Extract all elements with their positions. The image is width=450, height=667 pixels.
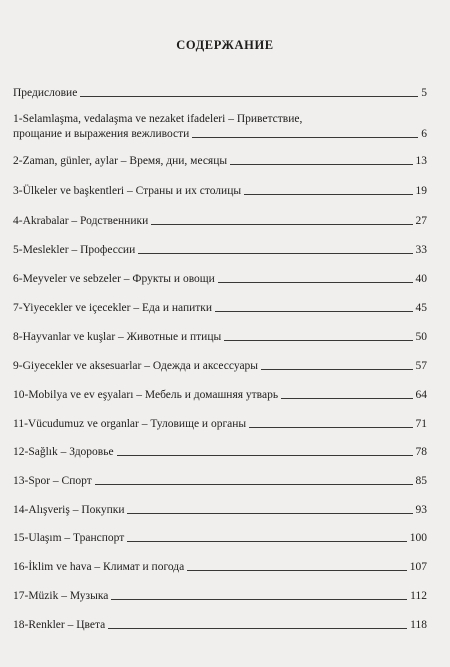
toc-page-number: 50: [415, 331, 427, 343]
leader-line: [230, 164, 412, 165]
leader-line: [117, 455, 413, 456]
toc-entry-title: прощание и выражения вежливости: [13, 128, 190, 140]
toc-page-number: 64: [415, 389, 427, 401]
leader-line: [249, 427, 412, 428]
leader-line: [151, 224, 412, 225]
toc-entry-title: 1-Selamlaşma, vedalaşma ve nezaket ifadeleri – Приветствие,: [13, 113, 303, 125]
toc-entry-title: 4-Akrabalar – Родственники: [13, 215, 149, 227]
toc-page-number: 40: [415, 273, 427, 285]
toc-page-number: 27: [415, 215, 427, 227]
toc-entry-title: 13-Spor – Спорт: [13, 475, 92, 487]
toc-entry[interactable]: [13, 532, 427, 545]
toc-entry-title: 5-Meslekler – Профессии: [13, 244, 136, 256]
toc-entry-title: 2-Zaman, günler, aylar – Время, дни, месяцы: [13, 155, 228, 167]
toc-page-number: 71: [415, 418, 427, 430]
leader-line: [108, 628, 407, 629]
toc-page-number: 57: [415, 360, 427, 372]
toc-entry-title: 18-Renkler – Цвета: [13, 619, 106, 631]
toc-entry[interactable]: [13, 504, 427, 517]
leader-line: [127, 513, 412, 514]
toc-entry[interactable]: [13, 215, 427, 228]
leader-line: [218, 282, 413, 283]
leader-line: [127, 541, 406, 542]
toc-page-number: 112: [410, 590, 427, 602]
toc-entry-title: 14-Alışveriş – Покупки: [13, 504, 125, 516]
leader-line: [224, 340, 412, 341]
toc-entry[interactable]: [13, 590, 427, 603]
toc-page-number: 6: [421, 128, 427, 140]
toc-entry-title: 8-Hayvanlar ve kuşlar – Животные и птицы: [13, 331, 222, 343]
toc-entry[interactable]: [13, 302, 427, 315]
toc-page-number: 78: [415, 446, 427, 458]
toc-entry-title: 12-Sağlık – Здоровье: [13, 446, 114, 458]
toc-entry[interactable]: [13, 331, 427, 344]
toc-entry-title: Предисловие: [13, 87, 78, 99]
toc-entry-title: 10-Mobilya ve ev eşyaları – Мебель и домашняя утварь: [13, 389, 279, 401]
leader-line: [244, 194, 412, 195]
toc-page-number: 100: [409, 532, 427, 544]
toc-page-number: 13: [415, 155, 427, 167]
toc-entry[interactable]: [13, 446, 427, 459]
leader-line: [80, 96, 418, 97]
toc-page-number: 107: [409, 561, 427, 573]
toc-entry[interactable]: [13, 273, 427, 286]
toc-entry[interactable]: [13, 561, 427, 574]
leader-line: [187, 570, 406, 571]
leader-line: [192, 137, 418, 138]
toc-page-number: 5: [421, 87, 427, 99]
toc-page-number: 93: [415, 504, 427, 516]
leader-line: [281, 398, 412, 399]
toc-entry[interactable]: [13, 475, 427, 488]
toc-entry[interactable]: [13, 185, 427, 198]
toc-page-number: 45: [415, 302, 427, 314]
toc-page-number: 85: [415, 475, 427, 487]
toc-entry-title: 15-Ulaşım – Транспорт: [13, 532, 125, 544]
toc-entry[interactable]: [13, 155, 427, 168]
toc-entry[interactable]: [13, 619, 427, 632]
toc-entry-title: 3-Ülkeler ve başkentleri – Страны и их столицы: [13, 185, 242, 197]
leader-line: [138, 253, 412, 254]
toc-entry[interactable]: [13, 244, 427, 257]
page-title: СОДЕРЖАНИЕ: [176, 38, 274, 52]
toc-entry[interactable]: [13, 418, 427, 431]
toc-entry-title: 17-Müzik – Музыка: [13, 590, 109, 602]
toc-entry-title: 6-Meyveler ve sebzeler – Фрукты и овощи: [13, 273, 215, 285]
toc-page-number: 118: [410, 619, 427, 631]
toc-entry-title: 11-Vücudumuz ve organlar – Туловище и органы: [13, 418, 247, 430]
leader-line: [215, 311, 412, 312]
leader-line: [111, 599, 407, 600]
toc-entry[interactable]: [13, 87, 427, 100]
toc-entry-title: 7-Yiyecekler ve içecekler – Еда и напитки: [13, 302, 213, 314]
toc-entry[interactable]: [13, 360, 427, 373]
leader-line: [95, 484, 413, 485]
toc-entry[interactable]: [13, 389, 427, 402]
toc-page-number: 19: [415, 185, 427, 197]
toc-page-number: 33: [415, 244, 427, 256]
toc-entry-title: 16-İklim ve hava – Климат и погода: [13, 561, 185, 573]
leader-line: [261, 369, 412, 370]
toc-entry[interactable]: [13, 113, 427, 141]
toc-entry-title: 9-Giyecekler ve aksesuarlar – Одежда и аксессуары: [13, 360, 259, 372]
